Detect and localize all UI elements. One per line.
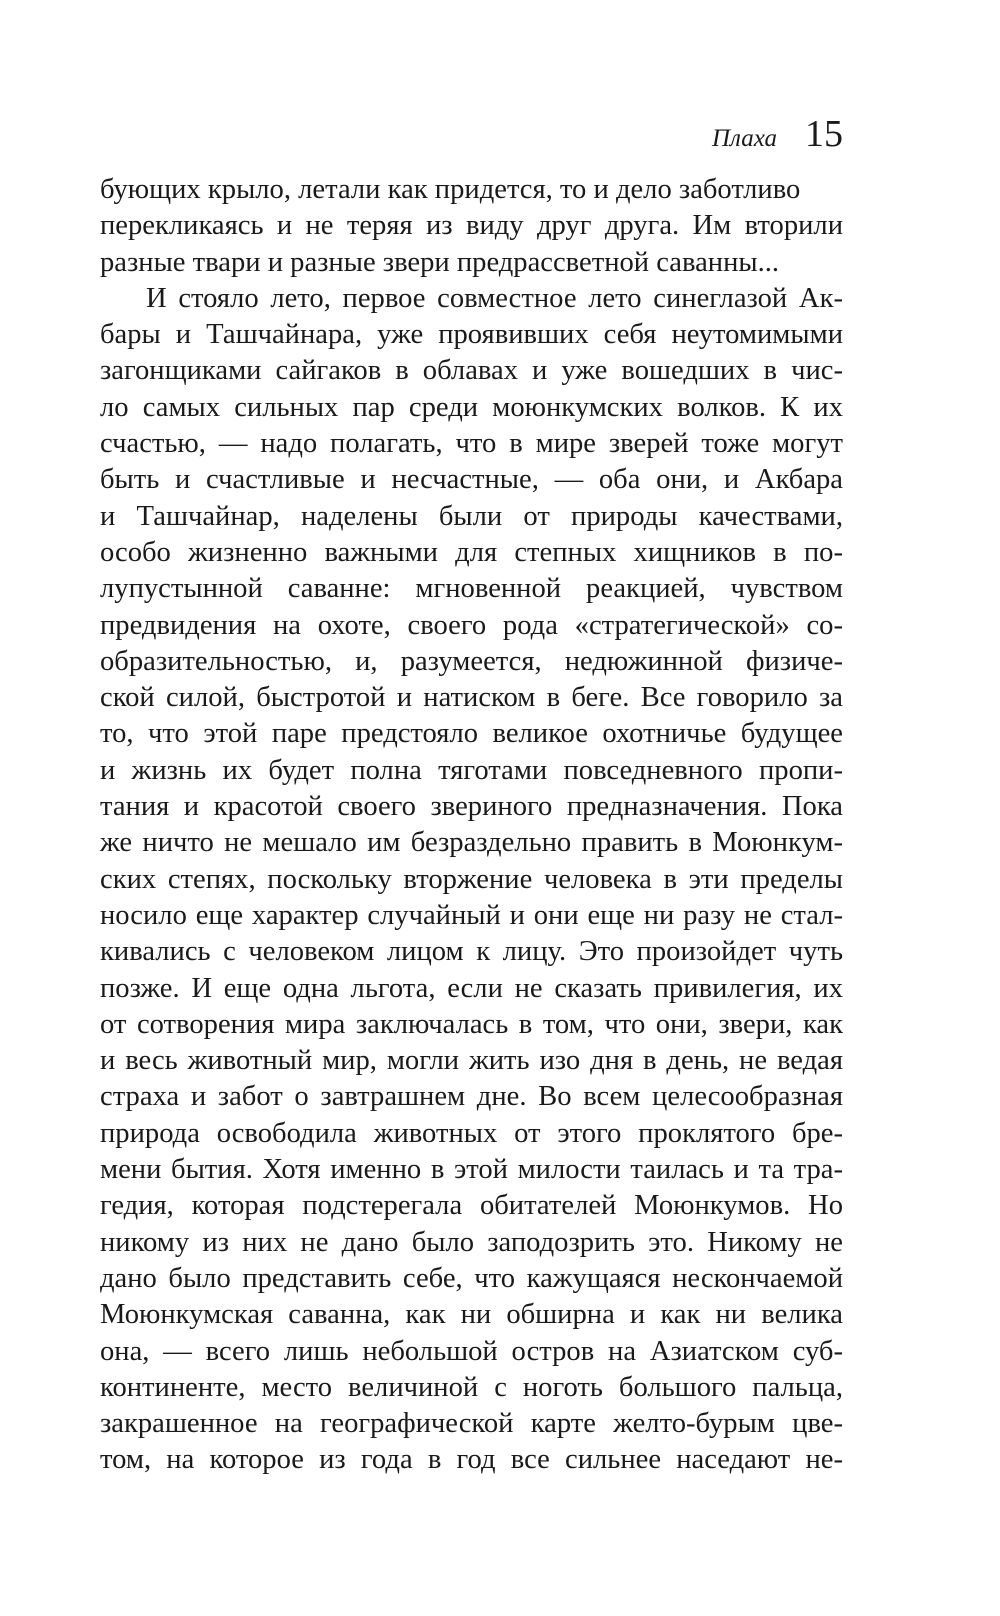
text-line: то, что этой паре предстояло великое охотничье будущее [100,718,843,750]
text-line: тания и красотой своего звериного предназначения. Пока [100,791,843,823]
running-header [100,112,843,162]
text-line: Моюнкумская саванна, как ни обширна и как ни велика [100,1299,843,1331]
text-line: счастью, — надо полагать, что в мире зверей тоже могут [100,428,843,460]
page-number: 15 [805,113,843,155]
text-line: закрашенное на географической карте желто-бурым цве- [100,1408,843,1440]
text-line: носило еще характер случайный и они еще ни разу не стал- [100,899,843,931]
text-line: гедия, которая подстерегала обитателей Моюнкумов. Но [100,1190,843,1222]
text-line: и весь животный мир, могли жить изо дня в день, не ведая [100,1045,843,1077]
running-header-title: Плаха [711,125,777,152]
text-line: мени бытия. Хотя именно в этой милости таилась и та тра- [100,1154,843,1186]
text-line: И стояло лето, первое совместное лето синеглазой Ак- [146,282,843,314]
text-line: ской силой, быстротой и натиском в беге. Все говорило за [100,682,843,714]
text-line: загонщиками сайгаков в облавах и уже вошедших в чис- [100,355,843,387]
text-line: том, на которое из года в год все сильнее наседают не- [100,1444,843,1476]
text-line: никому из них не дано было заподозрить это. Никому не [100,1226,843,1258]
text-line: особо жизненно важными для степных хищников в по- [100,536,843,568]
text-line: и Ташчайнар, наделены были от природы качествами, [100,500,843,532]
body-text [100,172,843,1479]
text-line: природа освободила животных от этого проклятого бре- [100,1117,843,1149]
text-line: разные твари и разные звери предрассветной саванны... [100,246,780,278]
text-line: континенте, место величиной с ноготь большого пальца, [100,1371,843,1403]
text-line: от сотворения мира заключалась в том, что они, звери, как [100,1008,843,1040]
text-line: лупустынной саванне: мгновенной реакцией, чувством [100,573,843,605]
text-line: позже. И еще одна льгота, если не сказать привилегия, их [100,972,843,1004]
text-line: бующих крыло, летали как придется, то и дело заботливо [100,174,801,205]
text-line: она, — всего лишь небольшой остров на Азиатском суб- [100,1335,843,1367]
text-line: ло самых сильных пар среди моюнкумских волков. К их [100,391,843,423]
text-line: бары и Ташчайнара, уже проявивших себя неутомимыми [100,319,843,351]
text-line: кивались с человеком лицом к лицу. Это произойдет чуть [100,936,843,968]
text-line: ских степях, поскольку вторжение человека в эти пределы [100,863,843,895]
text-line: образительностью, и, разумеется, недюжинной физиче- [100,645,843,677]
text-line: страха и забот о завтрашнем дне. Во всем целесообразная [100,1081,843,1113]
text-line: же ничто не мешало им безраздельно править в Моюнкум- [100,827,843,859]
text-line: быть и счастливые и несчастные, — оба они, и Акбара [100,464,843,496]
text-line: предвидения на охоте, своего рода «стратегической» со- [100,609,843,641]
text-line: перекликаясь и не теряя из виду друг друга. Им вторили [100,210,843,242]
text-line: дано было представить себе, что кажущаяся нескончаемой [100,1262,843,1294]
text-line: и жизнь их будет полна тяготами повседневного пропи- [100,754,843,786]
